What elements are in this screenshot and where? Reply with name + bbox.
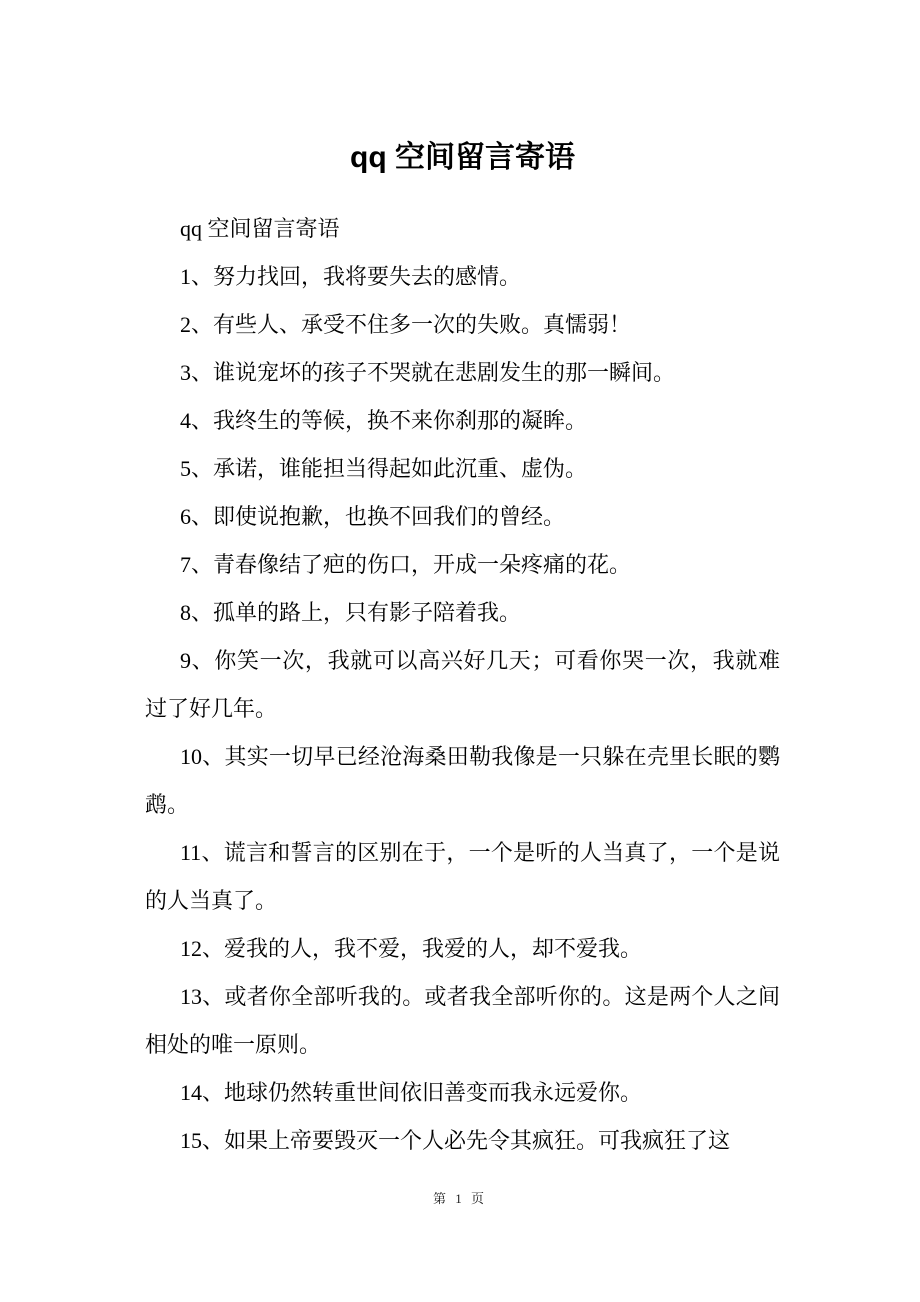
paragraph-item-14: 14、地球仍然转重世间依旧善变而我永远爱你。 <box>180 1080 643 1105</box>
document-content <box>145 128 780 1165</box>
paragraph-item-5: 5、承诺，谁能担当得起如此沉重、虚伪。 <box>180 456 588 481</box>
paragraph-intro: qq 空间留言寄语 <box>180 216 340 241</box>
paragraph-item-3: 3、谁说宠坏的孩子不哭就在悲剧发生的那一瞬间。 <box>180 360 676 385</box>
paragraph-item-13: 13、或者你全部听我的。或者我全部听你的。这是两个人之间相处的唯一原则。 <box>145 984 780 1057</box>
paragraph-item-11: 11、谎言和誓言的区别在于，一个是听的人当真了，一个是说的人当真了。 <box>145 840 780 913</box>
paragraph-item-7: 7、青春像结了疤的伤口，开成一朵疼痛的花。 <box>180 552 632 577</box>
document-body <box>145 205 780 1165</box>
page-number: 第 1 页 <box>432 1191 487 1206</box>
paragraph-item-4: 4、我终生的等候，换不来你刹那的凝眸。 <box>180 408 588 433</box>
paragraph-item-8: 8、孤单的路上，只有影子陪着我。 <box>180 600 522 625</box>
paragraph-item-1: 1、努力找回，我将要失去的感情。 <box>180 264 522 289</box>
paragraph-item-9: 9、你笑一次，我就可以高兴好几天；可看你哭一次，我就难过了好几年。 <box>145 648 780 721</box>
paragraph-item-6: 6、即使说抱歉，也换不回我们的曾经。 <box>180 504 566 529</box>
paragraph-item-12: 12、爱我的人，我不爱，我爱的人，却不爱我。 <box>180 936 643 961</box>
paragraph-item-15: 15、如果上帝要毁灭一个人必先令其疯狂。可我疯狂了这 <box>180 1128 731 1153</box>
document-title: qq 空间留言寄语 <box>350 141 575 174</box>
paragraph-item-10: 10、其实一切早已经沧海桑田勒我像是一只躲在壳里长眠的鹦鹉。 <box>145 744 780 817</box>
paragraph-item-2: 2、有些人、承受不住多一次的失败。真懦弱！ <box>180 312 632 337</box>
